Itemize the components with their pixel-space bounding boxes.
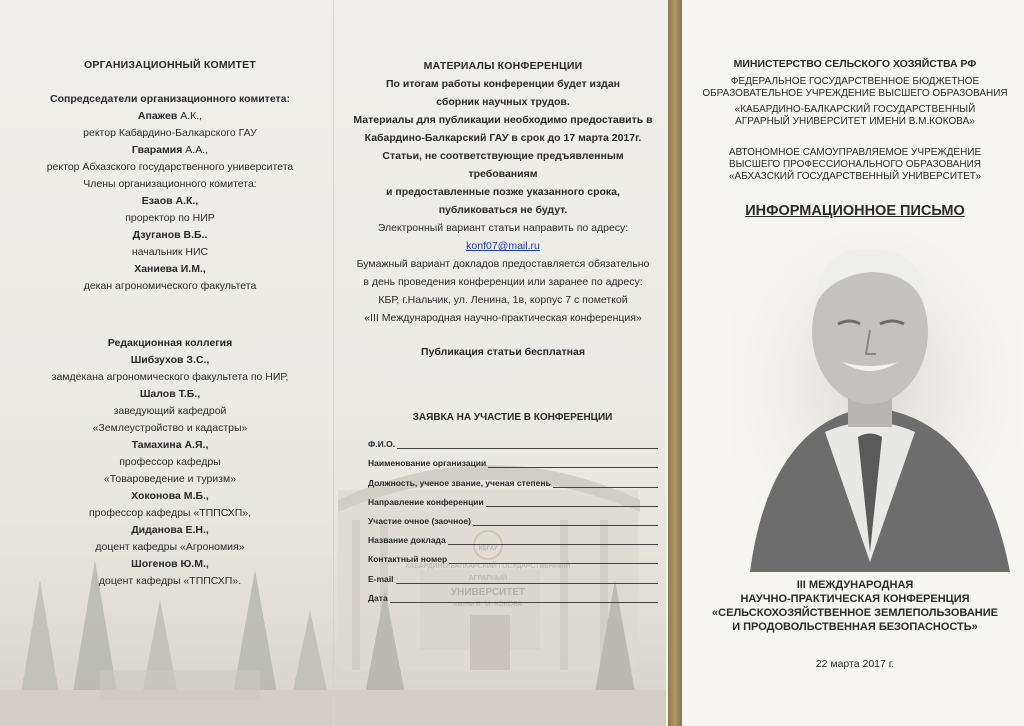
materials-line: Кабардино-Балкарский ГАУ в срок до 17 марта 2017г. — [364, 132, 642, 144]
org1-line: ФЕДЕРАЛЬНОЕ ГОСУДАРСТВЕННОЕ БЮДЖЕТНОЕ — [730, 76, 980, 87]
report-title-field[interactable] — [448, 534, 658, 545]
committee-line: ректор Абхазского государственного университета — [46, 161, 294, 173]
org2-line: ВЫСШЕГО ПРОФЕССИОНАЛЬНОГО ОБРАЗОВАНИЯ — [729, 159, 981, 170]
organization-field[interactable] — [488, 457, 658, 468]
organization-2 — [700, 147, 1010, 183]
committee-line: Апажев А.К., — [137, 110, 203, 122]
org2-line: «АБХАЗСКИЙ ГОСУДАРСТВЕННЫЙ УНИВЕРСИТЕТ» — [728, 171, 982, 182]
logo-text: КБГАУ — [478, 546, 498, 552]
conference-materials — [348, 57, 658, 361]
paper-line: КБР, г.Нальчик, ул. Ленина, 1в, корпус 7 с пометкой — [378, 294, 628, 306]
committee-line: Ханиева И.М., — [134, 263, 206, 275]
committee-line: ректор Кабардино-Балкарского ГАУ — [83, 127, 257, 139]
conference-line: И ПРОДОВОЛЬСТВЕННАЯ БЕЗОПАСНОСТЬ» — [732, 621, 978, 633]
materials-line: Статьи, не соответствующие предъявленным требованиям — [382, 150, 624, 180]
form-row-phone: Контактный номер — [368, 545, 658, 564]
committee-line: Езаов А.К., — [141, 195, 199, 207]
editorial-line: профессор кафедры — [119, 456, 221, 468]
editorial-line: доцент кафедры «Агрономия» — [95, 541, 245, 553]
editorial-line: замдекана агрономического факультета по НИР, — [51, 371, 289, 383]
committee-line: Гварамия А.А., — [131, 144, 209, 156]
cochairs-heading: Сопредседатели организационного комитета: — [49, 93, 290, 105]
paper-line: в день проведения конференции или заранее по адресу: — [363, 276, 643, 288]
editorial-line: «Товароведение и туризм» — [103, 473, 237, 485]
conference-line: НАУЧНО-ПРАКТИЧЕСКАЯ КОНФЕРЕНЦИЯ — [740, 593, 970, 605]
paper-line: «III Международная научно-практическая конференция» — [364, 312, 642, 324]
editorial-board — [20, 335, 320, 590]
committee-line: Дзуганов В.Б.. — [132, 229, 208, 241]
form-row-report-title: Название доклада — [368, 526, 658, 545]
paper-line: Бумажный вариант докладов предоставляется обязательно — [356, 258, 650, 270]
organizing-committee-title: ОРГАНИЗАЦИОННЫЙ КОМИТЕТ — [84, 59, 256, 71]
editorial-line: доцент кафедры «ТППСХП». — [98, 575, 242, 587]
phone-field[interactable] — [449, 553, 658, 564]
editorial-line: Хоконова М.Б., — [131, 490, 209, 502]
date-field[interactable] — [390, 592, 658, 603]
direction-field[interactable] — [486, 496, 658, 507]
form-row-date: Дата — [368, 584, 658, 603]
editorial-title: Редакционная коллегия — [107, 337, 233, 349]
org2-line: АВТОНОМНОЕ САМОУПРАВЛЯЕМОЕ УЧРЕЖДЕНИЕ — [728, 147, 982, 158]
form-row-organization: Наименование организации — [368, 449, 658, 468]
application-form — [368, 430, 658, 603]
sign-line-1: КАБАРДИНО-БАЛКАРСКИЙ ГОСУДАРСТВЕННЫЙ — [405, 563, 571, 570]
email-link[interactable]: konf07@mail.ru — [466, 240, 540, 252]
spacer — [20, 74, 320, 91]
organization-1 — [700, 76, 1010, 128]
ministry-title: МИНИСТЕРСТВО СЕЛЬСКОГО ХОЗЯЙСТВА РФ — [733, 58, 977, 70]
conference-date: 22 марта 2017 г. — [815, 658, 895, 670]
form-row-fio: Ф.И.О. — [368, 430, 658, 449]
conference-line: III МЕЖДУНАРОДНАЯ — [796, 579, 914, 591]
application-form-title: ЗАЯВКА НА УЧАСТИЕ В КОНФЕРЕНЦИИ — [412, 412, 613, 423]
org1-line: «КАБАРДИНО-БАЛКАРСКИЙ ГОСУДАРСТВЕННЫЙ — [734, 104, 976, 115]
editorial-line: заведующий кафедрой — [113, 405, 227, 417]
org1-line: АГРАРНЫЙ УНИВЕРСИТЕТ ИМЕНИ В.М.КОКОВА» — [735, 116, 975, 127]
committee-line: начальник НИС — [131, 246, 209, 258]
form-row-email: E-mail — [368, 564, 658, 583]
participation-field[interactable] — [473, 515, 658, 526]
rector-portrait — [730, 232, 1020, 572]
form-row-participation: Участие очное (заочное) — [368, 507, 658, 526]
editorial-line: «Землеустройство и кадастры» — [92, 422, 248, 434]
editorial-line: Диданова Е.Н., — [131, 524, 209, 536]
form-row-position: Должность, ученое звание, ученая степень — [368, 468, 658, 487]
sign-line-2: АГРАРНЫЙ — [468, 575, 508, 582]
form-row-direction: Направление конференции — [368, 488, 658, 507]
editorial-line: Шибзухов З.С., — [130, 354, 210, 366]
materials-line: и предоставленные позже указанного срока, — [386, 186, 620, 198]
gold-divider-bar — [668, 0, 682, 726]
committee-line: Члены организационного комитета: — [83, 178, 257, 190]
email-intro: Электронный вариант статьи направить по адресу: — [377, 222, 629, 234]
editorial-line: профессор кафедры «ТППСХП», — [88, 507, 252, 519]
editorial-line: Шалов Т.Б., — [139, 388, 201, 400]
materials-title: МАТЕРИАЛЫ КОНФЕРЕНЦИИ — [423, 60, 583, 72]
conference-title — [700, 578, 1010, 634]
org1-line: ОБРАЗОВАТЕЛЬНОЕ УЧРЕЖДЕНИЕ ВЫСШЕГО ОБРАЗОВАНИЯ — [702, 88, 1008, 99]
spacer — [348, 327, 658, 343]
editorial-line: Шогенов Ю.М., — [131, 558, 209, 570]
materials-line: публиковаться не будут. — [438, 204, 568, 216]
fio-field[interactable] — [397, 438, 658, 449]
organizing-committee — [20, 57, 320, 295]
fold-line — [333, 0, 334, 726]
email-field[interactable] — [396, 573, 658, 584]
information-letter-title: ИНФОРМАЦИОННОЕ ПИСЬМО — [745, 203, 965, 219]
position-field[interactable] — [553, 477, 658, 488]
conference-line: «СЕЛЬСКОХОЗЯЙСТВЕННОЕ ЗЕМЛЕПОЛЬЗОВАНИЕ — [712, 607, 998, 619]
committee-line: декан агрономического факультета — [83, 280, 257, 292]
sign-line-4: имени В. М. КОКОВА — [453, 601, 523, 608]
free-publication-note: Публикация статьи бесплатная — [421, 346, 585, 358]
sign-line-3: УНИВЕРСИТЕТ — [450, 587, 526, 598]
materials-line: По итогам работы конференции будет издан — [385, 78, 621, 90]
editorial-line: Тамахина А.Я., — [131, 439, 209, 451]
materials-line: сборник научных трудов. — [436, 96, 570, 108]
committee-line: проректор по НИР — [125, 212, 215, 224]
materials-line: Материалы для публикации необходимо предоставить в — [353, 114, 653, 126]
